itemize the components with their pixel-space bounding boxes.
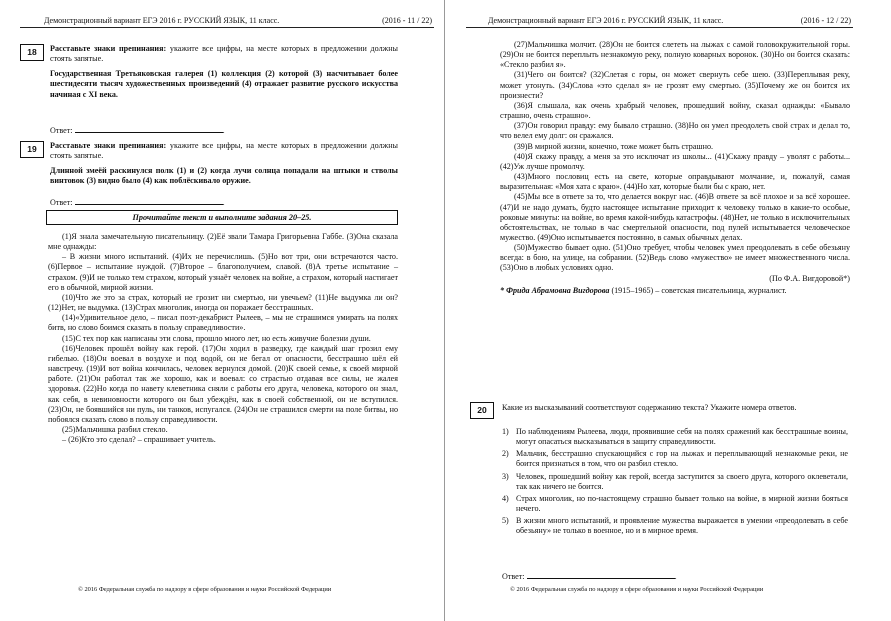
page-footer: © 2016 Федеральная служба по надзору в сфере образования и науки Российской Федерации [78, 586, 332, 593]
answer-option[interactable] [502, 516, 848, 536]
text-paragraph: (45)Мы все в ответе за то, что делается вокруг нас. (46)В ответе за всё плохое и за всё хорошее. (47)И не надо думать, будто настоящее испытание приходит к человеку только в какие-то особые, роковые минуты: на войне, во время какой-нибудь катастрофы. (48)Нет, не только в исключительных обстоятельствах, не только в час смертельной опасности, под пулей испытывается человеческое мужество. (49)Оно испытывается постоянно, в самых обычных делах. [500, 192, 850, 242]
text-paragraph: (43)Много пословиц есть на свете, которые оправдывают молчание, и, пожалуй, самая выразительная: «Моя хата с краю». (44)Но хат, которые были бы с краю, нет. [500, 172, 850, 192]
task-18-instruction: укажите все цифры, на месте которых в предложении должны стоять запятые. [50, 44, 398, 64]
reading-instruction-banner: Прочитайте текст и выполните задания 20–25. [46, 210, 398, 225]
answer-label: Ответ: [50, 126, 73, 135]
text-paragraph: (39)В мирной жизни, конечно, тоже может быть страшно. [514, 141, 714, 151]
page-footer: © 2016 Федеральная служба по надзору в сфере образования и науки Российской Федерации [510, 586, 764, 593]
answer-line-20[interactable] [527, 570, 675, 579]
option-number: 1) [502, 427, 509, 436]
task-19-sentence: Длинной змеёй раскинулся полк (1) и (2) когда лучи солнца попадали на штыки и стволы винтовок (3) видно было (4) как поблёскивало оружие. [50, 166, 398, 186]
answer-label: Ответ: [50, 198, 73, 207]
text-paragraph: (27)Мальчишка молчит. (28)Он не боится слететь на лыжах с самой головокружительной горы. (29)Он не боится переплыть незнакомую реку, полную коварных воронок. (30)Но он боится сказать: «Стекло разбил я». [500, 40, 850, 70]
option-number: 4) [502, 493, 509, 503]
text-paragraph: (16)Человек прошёл войну как герой. (17)Он ходил в разведку, где каждый шаг грозил ему гибелью. (18)Он воевал в воздухе и под водой, он не бегал от опасности, бесстрашно шёл ей навстречу. (19)И вот война кончилась, человек вернулся домой. (20)К своей семье, к своей мирной работе. (21)Он работал так же хорошо, как и воевал: со страстью отдавая все силы, не жалея здоровья. (22)Но когда по навету клеветника сняли с работы его друга, человека, которого он знал, как себя, в невиновности которого он был убеждён, как в своей собственной, он не вступился. (23)Он, не боявшийся ни пуль, ни танков, испугался. (24)Он не страшился смерти на поле битвы, но побоялся сказать слово в пользу справедливости. [48, 343, 398, 424]
right-page [446, 0, 891, 621]
task-number-18: 18 [20, 44, 44, 61]
footnote-name: * Фрида Абрамовна Вигдорова [500, 285, 610, 295]
left-page [0, 0, 445, 621]
option-text: По наблюдениям Рылеева, люди, проявившие себя на полях сражений как бесстрашные воины, могут опасаться высказываться в защиту справедливости. [516, 427, 848, 447]
answer-label: Ответ: [502, 572, 525, 581]
text-paragraph: (37)Он говорил правду: ему бывало страшно. (38)Но он умел преодолеть свой страх и делал то, что велел ему долг: он сражался. [500, 121, 850, 141]
task-19-instruction: укажите все цифры, на месте которых в предложении должны стоять запятые. [50, 141, 398, 161]
task-number-20: 20 [470, 402, 494, 419]
source-attribution: (По Ф.А. Вигдоровой*) [769, 273, 850, 283]
page-header [44, 16, 432, 25]
answer-line-19[interactable] [75, 196, 223, 205]
task-20-options [502, 427, 848, 539]
text-paragraph: (10)Что же это за страх, который не грозит ни смертью, ни увечьем? (11)Не выдумка ли он? (12)Нет, не выдумка. (13)Страх многолик, иногда он поражает бесстрашных. [48, 292, 398, 313]
task-18-answer: Ответ: . [50, 126, 225, 135]
header-page-number: (2016 - 12 / 22) [800, 16, 851, 25]
answer-option[interactable] [502, 472, 848, 492]
author-footnote [500, 286, 850, 296]
task-18 [50, 44, 398, 100]
answer-option[interactable] [502, 449, 848, 469]
text-paragraph: (36)Я слышала, как очень храбрый человек, прошедший войну, сказал однажды: «Бывало страшно, очень страшно». [500, 100, 850, 121]
reading-text-right [500, 40, 850, 296]
task-18-sentence: Государственная Третьяковская галерея (1) коллекция (2) которой (3) насчитывает более шестидесяти тысяч художественных произведений (4) отражает развитие русского искусства начиная с XI века. [50, 69, 398, 99]
text-paragraph: (40)Я скажу правду, а меня за это исключат из школы... (41)Скажу правду – уволят с работы... (42)Уж лучше промолчу. [500, 151, 850, 171]
task-18-instruction-bold: Расставьте знаки препинания: [50, 44, 167, 53]
option-number: 2) [502, 449, 509, 459]
answer-line-18[interactable] [75, 124, 223, 133]
header-title: Демонстрационный вариант ЕГЭ 2016 г. РУССКИЙ ЯЗЫК, 11 класс. [488, 16, 724, 25]
task-number-19: 19 [20, 141, 44, 158]
header-rule [466, 27, 853, 28]
option-text: Человек, прошедший войну как герой, всегда заступится за своего друга, которого оклеветали, так как ничего не боится. [516, 471, 848, 491]
header-page-number: (2016 - 11 / 22) [382, 16, 432, 25]
header-title: Демонстрационный вариант ЕГЭ 2016 г. РУССКИЙ ЯЗЫК, 11 класс. [44, 16, 280, 25]
text-paragraph: (15)С тех пор как написаны эти слова, прошло много лет, но есть живучие болезни души. [62, 333, 371, 343]
task-20-question: Какие из высказываний соответствуют содержанию текста? Укажите номера ответов. [502, 403, 797, 412]
text-paragraph: (25)Мальчишка разбил стекло. [62, 424, 168, 434]
text-paragraph: (50)Мужество бывает одно. (51)Оно требует, чтобы человек умел преодолевать в себе обезьяну всегда: в бою, на улице, на собрании. (52)Ведь слово «мужество» не имеет множественного числа. (53)Оно в любых условиях одно. [500, 243, 850, 273]
option-number: 3) [502, 471, 509, 481]
answer-option[interactable] [502, 494, 848, 514]
text-paragraph: (31)Чего он боится? (32)Слетая с горы, он может свернуть себе шею. (33)Переплывая реку, может утонуть. (34)Слова «это сделал я» не грозят ему смертью. (35)Почему же он боится их произнести? [500, 70, 850, 100]
option-text: В жизни много испытаний, и проявление мужества выражается в умении «преодолевать в себе обезьяну» не только в военное, но и в мирное время. [516, 516, 848, 536]
option-text: Страх многолик, но по-настоящему страшно бывает только на войне, в мирной жизни бояться нечего. [516, 493, 848, 514]
task-20-answer: Ответ: . [502, 572, 677, 581]
footnote-text: (1915–1965) – советская писательница, журналист. [609, 285, 787, 295]
task-19-instruction-bold: Расставьте знаки препинания: [50, 141, 167, 150]
text-paragraph: – (26)Кто это сделал? – спрашивает учитель. [62, 435, 216, 445]
text-paragraph: – В жизни много испытаний. (4)Их не перечислишь. (5)Но вот три, они встречаются часто. (6)Первое – испытание нуждой. (7)Второе – благополучием, славой. (8)А третье испытание – страхом. (9)И не только тем страхом, который узнаёт человек на войне, а страхом, который настигает его в обычной, мирной жизни. [48, 252, 398, 292]
answer-option[interactable] [502, 427, 848, 447]
text-paragraph: (1)Я знала замечательную писательницу. (2)Её звали Тамара Григорьевна Габбе. (3)Она сказала мне однажды: [48, 232, 398, 252]
reading-text-left [48, 232, 398, 445]
option-text: Мальчик, бесстрашно спускающийся с гор на лыжах и переплывающий незнакомые реки, не боится признаться в том, что он разбил стекло. [516, 449, 848, 469]
page-header [488, 16, 851, 25]
option-number: 5) [502, 516, 509, 526]
task-19-answer: Ответ: . [50, 198, 225, 207]
header-rule [20, 27, 434, 28]
text-paragraph: (14)«Удивительное дело, – писал поэт-декабрист Рылеев, – мы не страшимся умирать на полях битв, но слово боимся сказать в пользу справедливости». [48, 313, 398, 333]
task-19 [50, 141, 398, 187]
